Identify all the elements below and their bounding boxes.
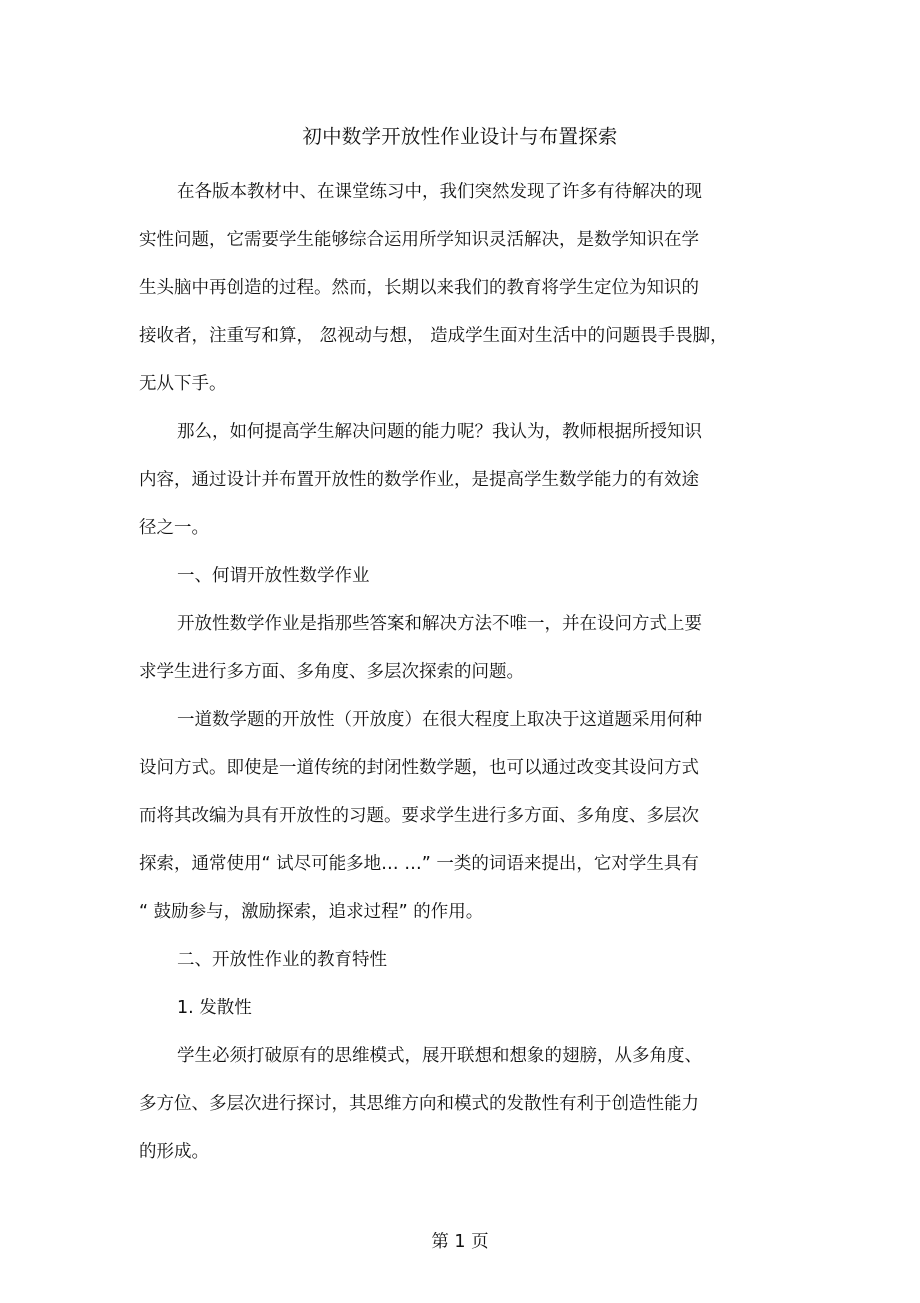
paragraph-line: 而将其改编为具有开放性的习题。要求学生进行多方面、多角度、多层次 xyxy=(139,806,699,826)
document-title: 初中数学开放性作业设计与布置探索 xyxy=(302,125,618,148)
page-number: 第 1 页 xyxy=(431,1232,489,1252)
paragraph-line: 设问方式。即使是一道传统的封闭性数学题，也可以通过改变其设问方式 xyxy=(139,758,699,778)
paragraph-line: 径之一。 xyxy=(139,518,209,538)
paragraph-line: 求学生进行多方面、多角度、多层次探索的问题。 xyxy=(139,662,524,682)
paragraph-line: 接收者，注重写和算， 忽视动与想， 造成学生面对生活中的问题畏手畏脚， xyxy=(139,326,728,346)
paragraph-line: 内容，通过设计并布置开放性的数学作业，是提高学生数学能力的有效途 xyxy=(139,470,699,490)
paragraph-line: 生头脑中再创造的过程。然而，长期以来我们的教育将学生定位为知识的 xyxy=(139,278,699,298)
section-heading: 二、开放性作业的教育特性 xyxy=(177,950,387,970)
paragraph-line: 那么，如何提高学生解决问题的能力呢？我认为，教师根据所授知识 xyxy=(177,422,702,442)
paragraph-line: 开放性数学作业是指那些答案和解决方法不唯一，并在设问方式上要 xyxy=(177,614,702,634)
document-body xyxy=(139,168,764,1176)
subsection-heading: 1. 发散性 xyxy=(177,998,252,1018)
paragraph-line: 一道数学题的开放性（开放度）在很大程度上取决于这道题采用何种 xyxy=(177,710,702,730)
paragraph-line: 多方位、多层次进行探讨，其思维方向和模式的发散性有利于创造性能力 xyxy=(139,1094,699,1114)
paragraph-line: 学生必须打破原有的思维模式，展开联想和想象的翅膀，从多角度、 xyxy=(177,1046,702,1066)
paragraph-line: 探索，通常使用“ 试尽可能多地… …” 一类的词语来提出，它对学生具有 xyxy=(139,854,699,874)
paragraph-line: 无从下手。 xyxy=(139,374,227,394)
paragraph-line: 在各版本教材中、在课堂练习中，我们突然发现了许多有待解决的现 xyxy=(177,182,702,202)
paragraph-line: “ 鼓励参与，激励探索，追求过程” 的作用。 xyxy=(139,902,484,922)
section-heading: 一、何谓开放性数学作业 xyxy=(177,566,370,586)
paragraph-line: 的形成。 xyxy=(139,1142,209,1162)
paragraph-line: 实性问题，它需要学生能够综合运用所学知识灵活解决，是数学知识在学 xyxy=(139,230,699,250)
